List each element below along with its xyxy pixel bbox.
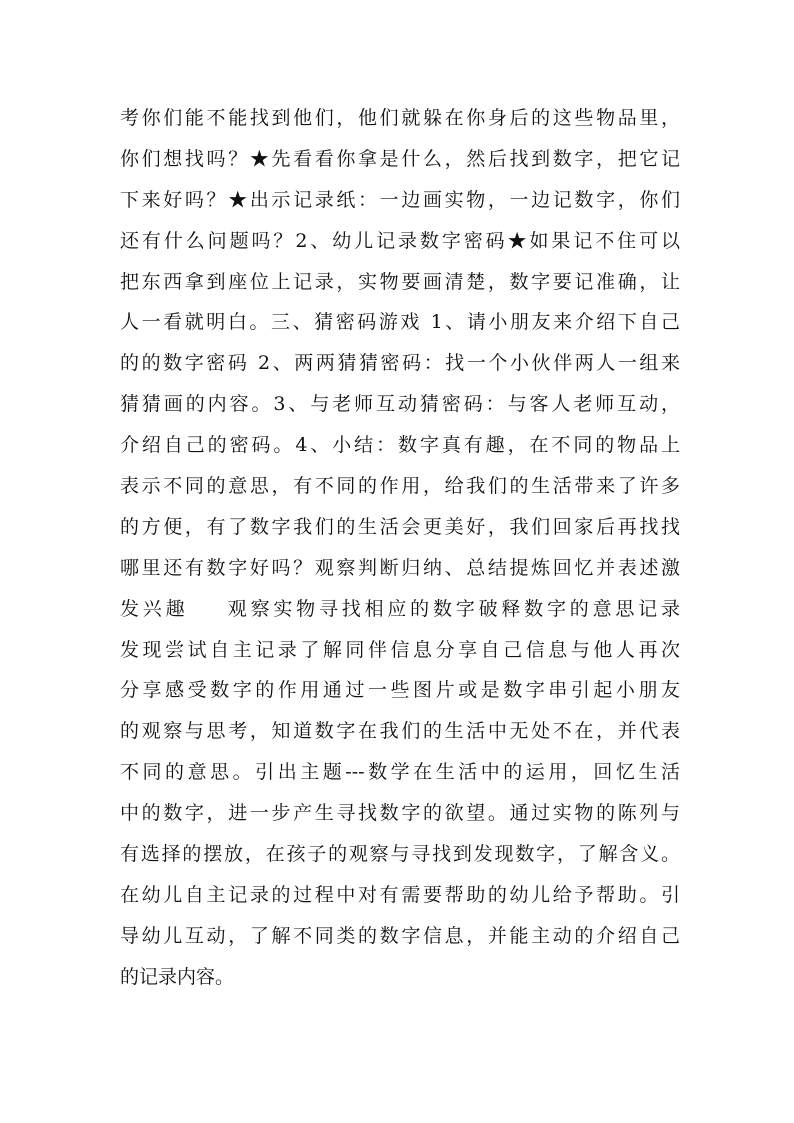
text-line-15: 分享感受数字的作用通过一些图片或是数字串引起小朋友 <box>120 679 680 702</box>
text-line-12: 哪里还有数字好吗？观察判断归纳、总结提炼回忆并表述激 <box>120 556 680 579</box>
text-line-4: 还有什么问题吗？2、幼儿记录数字密码★如果记不住可以 <box>120 229 680 252</box>
text-line-13: 发兴趣 观察实物寻找相应的数字破释数字的意思记录 <box>120 597 680 620</box>
text-line-5: 把东西拿到座位上记录，实物要画清楚，数字要记准确，让 <box>120 270 680 293</box>
text-line-8: 猜猜画的内容。3、与老师互动猜密码：与客人老师互动， <box>120 393 680 416</box>
text-line-22: 的记录内容。 <box>120 965 235 988</box>
body-text <box>120 98 680 998</box>
text-line-19: 有选择的摆放，在孩子的观察与寻找到发现数字，了解含义。 <box>120 843 680 866</box>
text-line-1: 考你们能不能找到他们，他们就躲在你身后的这些物品里， <box>120 107 680 129</box>
text-line-17: 不同的意思。引出主题---数学在生活中的运用，回忆生活 <box>120 761 680 784</box>
text-line-3: 下来好吗？★出示记录纸：一边画实物，一边记数字，你们 <box>120 188 680 211</box>
text-line-7: 的的数字密码 2、两两猜猜密码：找一个小伙伴两人一组来 <box>120 352 680 375</box>
text-line-14: 发现尝试自主记录了解同伴信息分享自己信息与他人再次 <box>120 638 680 661</box>
text-line-11: 的方便，有了数字我们的生活会更美好，我们回家后再找找 <box>120 515 680 538</box>
text-line-10: 表示不同的意思，有不同的作用，给我们的生活带来了许多 <box>120 475 680 498</box>
text-line-2: 你们想找吗？★先看看你拿是什么，然后找到数字，把它记 <box>120 147 680 170</box>
text-line-16: 的观察与思考，知道数字在我们的生活中无处不在，并代表 <box>120 720 680 743</box>
text-line-20: 在幼儿自主记录的过程中对有需要帮助的幼儿给予帮助。引 <box>120 883 680 906</box>
text-line-21: 导幼儿互动，了解不同类的数字信息，并能主动的介绍自己 <box>120 924 680 947</box>
text-line-9: 介绍自己的密码。4、小结：数字真有趣，在不同的物品上 <box>120 434 680 457</box>
text-line-18: 中的数字，进一步产生寻找数字的欲望。通过实物的陈列与 <box>120 802 680 825</box>
text-line-6: 人一看就明白。三、猜密码游戏 1、请小朋友来介绍下自己 <box>120 311 680 334</box>
